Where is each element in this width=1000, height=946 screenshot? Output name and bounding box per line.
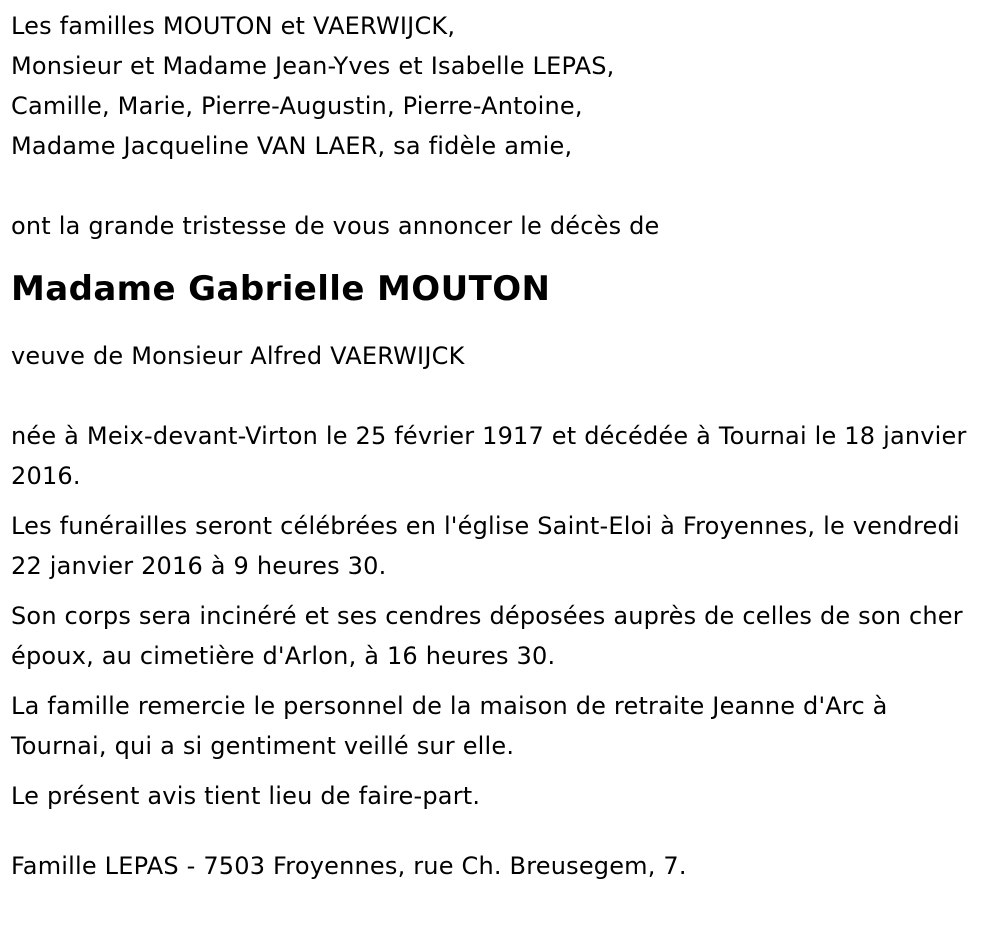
family-line: Madame Jacqueline VAN LAER, sa fidèle amie,: [11, 132, 573, 160]
family-list: [11, 6, 986, 166]
family-line: Camille, Marie, Pierre-Augustin, Pierre-Antoine,: [11, 92, 583, 120]
family-line: Les familles MOUTON et VAERWIJCK,: [11, 12, 456, 40]
family-line: Monsieur et Madame Jean-Yves et Isabelle LEPAS,: [11, 52, 615, 80]
notice-statement: Le présent avis tient lieu de faire-part.: [11, 782, 481, 810]
announcement-text: ont la grande tristesse de vous annoncer le décès de: [11, 212, 660, 240]
widow-of-text: veuve de Monsieur Alfred VAERWIJCK: [11, 342, 465, 370]
birth-death-paragraph: née à Meix-devant-Virton le 25 février 1917 et décédée à Tournai le 18 janvier 2016.: [11, 422, 967, 490]
spacer: [11, 166, 986, 206]
funeral-paragraph: Les funérailles seront célébrées en l'église Saint-Eloi à Froyennes, le vendredi 22 janvier 2016 à 9 heures 30.: [11, 512, 960, 580]
death-notice: [11, 6, 986, 886]
deceased-name: Madame Gabrielle MOUTON: [11, 269, 551, 309]
spacer: [11, 311, 986, 336]
cremation-paragraph: Son corps sera incinéré et ses cendres déposées auprès de celles de son cher époux, au cimetière d'Arlon, à 16 heures 30.: [11, 602, 963, 670]
thanks-paragraph: La famille remercie le personnel de la maison de retraite Jeanne d'Arc à Tournai, qui a si gentiment veillé sur elle.: [11, 692, 888, 760]
family-address: Famille LEPAS - 7503 Froyennes, rue Ch. Breusegem, 7.: [11, 852, 687, 880]
spacer: [11, 376, 986, 416]
